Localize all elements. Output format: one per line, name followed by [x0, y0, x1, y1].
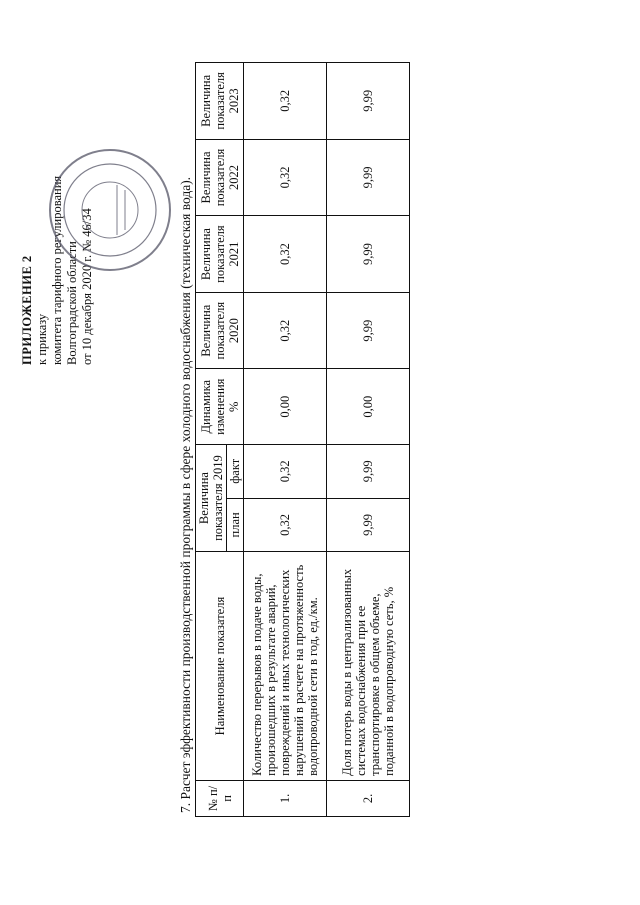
header-dynamics: Динамика изменения % [196, 369, 244, 445]
section-number: 7. [178, 802, 193, 813]
row-plan: 9,99 [327, 498, 410, 552]
header-2020: Величина показателя 2020 [196, 292, 244, 369]
header-value-2019: Величина показателя 2019 [196, 444, 227, 551]
row-plan: 0,32 [244, 498, 327, 552]
row-2020: 0,32 [244, 292, 327, 369]
efficiency-table [195, 62, 410, 817]
row-2020: 9,99 [327, 292, 410, 369]
header-fact: факт [227, 444, 244, 498]
row-2022: 0,32 [244, 139, 327, 216]
header-name: Наименование показателя [196, 552, 244, 781]
row-dynamics: 0,00 [244, 369, 327, 445]
table-row [327, 63, 410, 817]
row-num: 1. [244, 780, 327, 816]
row-fact: 9,99 [327, 444, 410, 498]
row-name: Количество перерывов в подаче воды, произошедших в результате аварий, повреждений и иных технологических нарушений в расчете на протяженность водопроводной сети в год, ед./км. [244, 552, 327, 781]
header-2021: Величина показателя 2021 [196, 216, 244, 293]
row-dynamics: 0,00 [327, 369, 410, 445]
row-num: 2. [327, 780, 410, 816]
appendix-line-4: от 10 декабря 2020 г. № 46/34 [80, 208, 94, 365]
appendix-line-3: Волгоградской области [65, 241, 79, 365]
appendix-line-1: к приказу [35, 313, 49, 365]
section-title: Расчет эффективности производственной программы в сфере холодного водоснабжения (техническая вода). [178, 176, 193, 800]
table-row [244, 63, 327, 817]
row-fact: 0,32 [244, 444, 327, 498]
row-name: Доля потерь воды в централизованных системах водоснабжения при ее транспортировке в общем объеме, поданной в водопроводную сеть, % [327, 552, 410, 781]
row-2023: 9,99 [327, 63, 410, 140]
header-2022: Величина показателя 2022 [196, 139, 244, 216]
appendix-title: ПРИЛОЖЕНИЕ 2 [20, 255, 34, 365]
row-2022: 9,99 [327, 139, 410, 216]
header-row-1 [196, 63, 227, 817]
header-plan: план [227, 498, 244, 552]
row-2023: 0,32 [244, 63, 327, 140]
appendix-line-2: комитета тарифного регулирования [50, 175, 64, 365]
official-seal [45, 145, 175, 275]
header-2023: Величина показателя 2023 [196, 63, 244, 140]
row-2021: 9,99 [327, 216, 410, 293]
header-num: № п/п [196, 780, 244, 816]
row-2021: 0,32 [244, 216, 327, 293]
section-heading [178, 177, 194, 813]
